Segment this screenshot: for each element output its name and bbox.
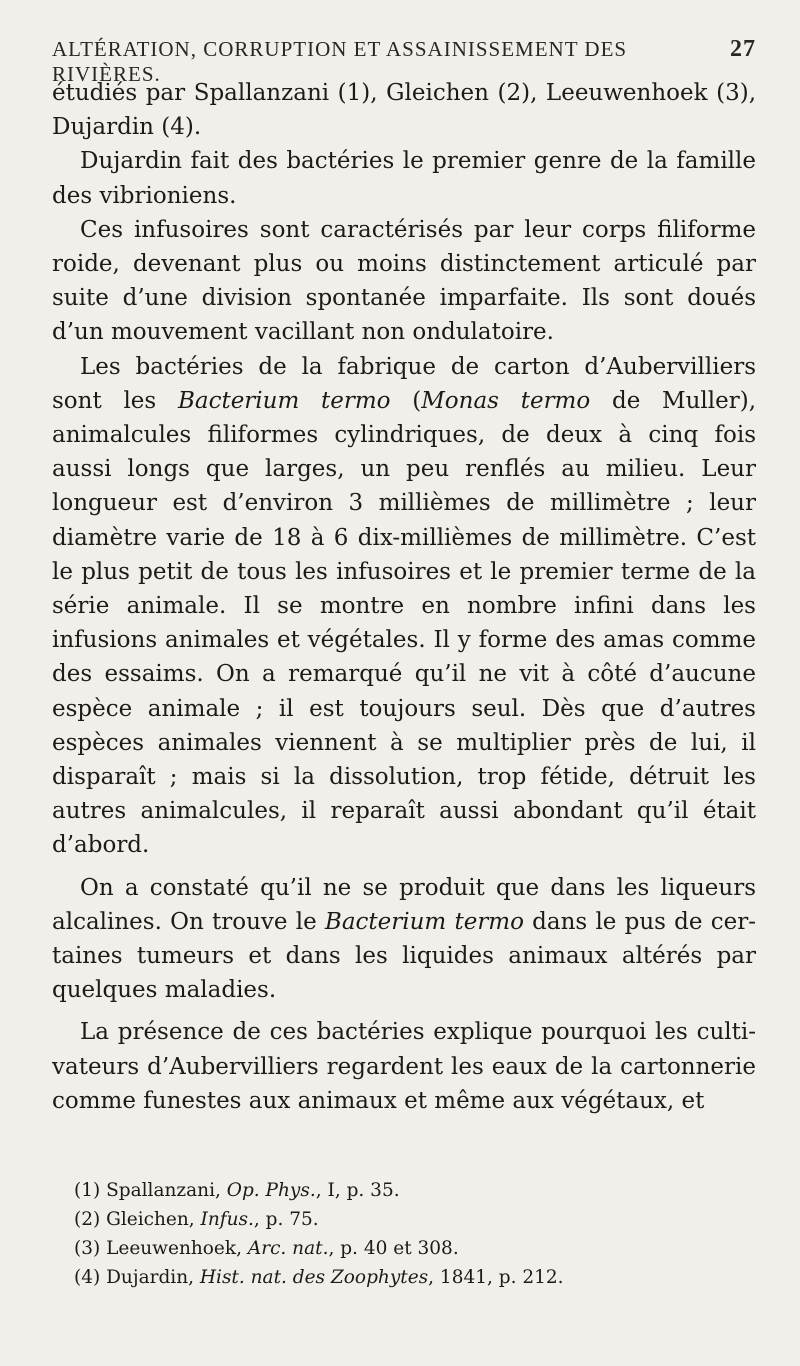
paragraph (52, 144, 756, 212)
italic-text: Bacterium termo (177, 387, 391, 414)
italic-text: Bacterium termo (324, 908, 524, 935)
running-title: ALTÉRATION, CORRUPTION ET ASSAINISSEMENT DES RIVIÈRES. (52, 37, 628, 86)
footnote (74, 1205, 756, 1234)
text-segment: , p. 75. (253, 1209, 319, 1231)
text-segment: (3) Leeuwenhoek, (74, 1238, 248, 1260)
running-header (52, 36, 756, 86)
footnote (74, 1263, 756, 1292)
text-segment: , p. 40 et 308. (328, 1238, 459, 1260)
text-segment: (1) Spallanzani, (74, 1180, 227, 1202)
paragraph (52, 213, 756, 350)
italic-text: Op. Phys. (226, 1180, 316, 1202)
text-segment: étudiés par Spallanzani (1), Gleichen (2), Leeuwenhoek (3), Dujardin (4). (52, 80, 756, 141)
text-segment: , I, p. 35. (315, 1180, 400, 1202)
italic-text: Hist. nat. des Zoophytes (199, 1267, 429, 1289)
text-segment: Dujardin fait des bactéries le premier genre de la famille des vibrioniens. (52, 148, 756, 209)
paragraph (52, 350, 756, 863)
text-segment: (2) Gleichen, (74, 1209, 201, 1231)
text-segment: On a constaté qu’il ne se produit que dans les liqueurs alcalines. On trouve le (52, 874, 756, 935)
text-segment: Les bactéries de la fabrique de carton d’Aubervilliers sont les (52, 353, 756, 414)
text-segment: dans le pus de certaines tumeurs et dans les liquides animaux altérés par quelques maladies. (52, 908, 757, 1004)
text-segment: (4) Dujardin, (74, 1267, 200, 1289)
footnote (74, 1234, 756, 1263)
paragraph (52, 76, 756, 144)
text-segment: Ces infusoires sont caractérisés par leur corps filiforme roide, devenant plus ou moins distinctement articulé par suite d’une division spontanée imparfaite. Ils sont doués d’un mouvement vacillant non ondulatoire. (52, 216, 756, 346)
paragraph (52, 871, 756, 1008)
paragraph (52, 1015, 756, 1118)
body-text (52, 76, 756, 1118)
footnote (74, 1176, 756, 1205)
text-segment: ( (390, 387, 422, 414)
italic-text: Monas termo (421, 387, 591, 414)
text-segment: de Muller), animalcules filiformes cylindriques, de deux à cinq fois aussi longs que larges, un peu renflés au milieu. Leur longueur est d’environ 3 millièmes de millimètre ; leur diamètre varie de 18 à 6 dix-millièmes de millimètre. C’est le plus petit de tous les infusoires et le premier terme de la série animale. Il se montre en nombre infini dans les infusions animales et végétales. Il y forme des amas comme des essaims. On a remarqué qu’il ne vit à côté d’aucune espèce animale ; il est toujours seul. Dès que d’autres espèces animales viennent à se multiplier près de lui, il disparaît ; mais si la dissolution, trop fétide, détruit les autres animalcules, il reparaît aussi abondant qu’il était d’abord. (52, 387, 757, 859)
footnotes (52, 1176, 756, 1292)
text-segment: , 1841, p. 212. (428, 1267, 564, 1289)
italic-text: Infus. (200, 1209, 254, 1231)
text-segment: La présence de ces bactéries explique pourquoi les cultivateurs d’Aubervilliers regardent les eaux de la cartonnerie comme funestes aux animaux et même aux végétaux, et (52, 1019, 756, 1114)
page-number: 27 (730, 36, 756, 62)
italic-text: Arc. nat. (247, 1238, 329, 1260)
